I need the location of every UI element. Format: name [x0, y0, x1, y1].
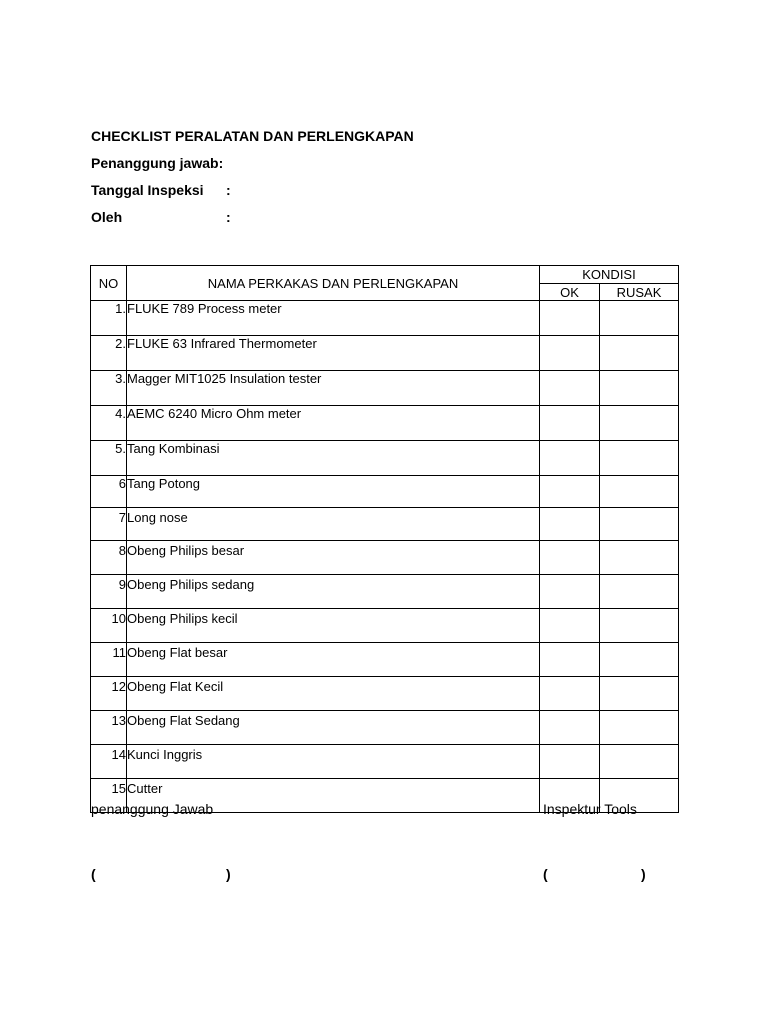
field-oleh	[91, 209, 231, 225]
ok-check-cell[interactable]	[540, 541, 600, 575]
row-number: 6	[91, 476, 127, 508]
row-number: 13	[91, 711, 127, 745]
row-item-name: Cutter	[127, 779, 540, 813]
column-header-condition: KONDISI	[540, 266, 679, 284]
table-row	[91, 441, 679, 476]
row-number: 7	[91, 508, 127, 541]
signature-label-inspektur-tools: Inspektur Tools	[543, 801, 637, 817]
field-colon: :	[226, 209, 231, 225]
row-number: 15	[91, 779, 127, 813]
ok-check-cell[interactable]	[540, 301, 600, 336]
field-penanggung-jawab	[91, 155, 223, 171]
ok-check-cell[interactable]	[540, 609, 600, 643]
rusak-check-cell[interactable]	[600, 441, 679, 476]
table-row	[91, 643, 679, 677]
field-label: Tanggal Inspeksi	[91, 182, 204, 198]
table-row	[91, 406, 679, 441]
column-header-rusak: RUSAK	[600, 284, 679, 301]
rusak-check-cell[interactable]	[600, 301, 679, 336]
field-label: Penanggung jawab:	[91, 155, 224, 171]
ok-check-cell[interactable]	[540, 711, 600, 745]
table-row	[91, 508, 679, 541]
row-item-name: Tang Potong	[127, 476, 540, 508]
row-item-name: Long nose	[127, 508, 540, 541]
equipment-checklist-table	[90, 265, 679, 813]
ok-check-cell[interactable]	[540, 371, 600, 406]
row-item-name: Obeng Flat Sedang	[127, 711, 540, 745]
row-item-name: FLUKE 63 Infrared Thermometer	[127, 336, 540, 371]
row-item-name: Kunci Inggris	[127, 745, 540, 779]
table-row	[91, 371, 679, 406]
table-row	[91, 476, 679, 508]
column-header-ok: OK	[540, 284, 600, 301]
rusak-check-cell[interactable]	[600, 643, 679, 677]
rusak-check-cell[interactable]	[600, 711, 679, 745]
table-row	[91, 745, 679, 779]
rusak-check-cell[interactable]	[600, 336, 679, 371]
row-item-name: Obeng Flat besar	[127, 643, 540, 677]
table-row	[91, 336, 679, 371]
column-header-no: NO	[91, 266, 127, 301]
row-number: 5.	[91, 441, 127, 476]
table-row	[91, 609, 679, 643]
table-header-row	[91, 266, 679, 284]
table-row	[91, 541, 679, 575]
row-number: 14	[91, 745, 127, 779]
rusak-check-cell[interactable]	[600, 406, 679, 441]
row-item-name: Obeng Philips besar	[127, 541, 540, 575]
row-number: 11	[91, 643, 127, 677]
signature-open-paren-right: (	[543, 866, 548, 882]
table-row	[91, 677, 679, 711]
ok-check-cell[interactable]	[540, 476, 600, 508]
row-item-name: Magger MIT1025 Insulation tester	[127, 371, 540, 406]
document-title: CHECKLIST PERALATAN DAN PERLENGKAPAN	[91, 128, 414, 144]
ok-check-cell[interactable]	[540, 406, 600, 441]
table-row	[91, 575, 679, 609]
row-number: 10	[91, 609, 127, 643]
row-item-name: FLUKE 789 Process meter	[127, 301, 540, 336]
row-number: 8	[91, 541, 127, 575]
rusak-check-cell[interactable]	[600, 575, 679, 609]
ok-check-cell[interactable]	[540, 508, 600, 541]
table-row	[91, 711, 679, 745]
field-tanggal-inspeksi	[91, 182, 231, 198]
row-number: 2.	[91, 336, 127, 371]
ok-check-cell[interactable]	[540, 745, 600, 779]
rusak-check-cell[interactable]	[600, 677, 679, 711]
field-label: Oleh	[91, 209, 123, 225]
row-item-name: Obeng Philips kecil	[127, 609, 540, 643]
ok-check-cell[interactable]	[540, 677, 600, 711]
row-item-name: AEMC 6240 Micro Ohm meter	[127, 406, 540, 441]
ok-check-cell[interactable]	[540, 441, 600, 476]
ok-check-cell[interactable]	[540, 643, 600, 677]
row-item-name: Obeng Philips sedang	[127, 575, 540, 609]
signature-close-paren-left: )	[226, 866, 231, 882]
rusak-check-cell[interactable]	[600, 745, 679, 779]
rusak-check-cell[interactable]	[600, 609, 679, 643]
row-number: 12	[91, 677, 127, 711]
signature-open-paren-left: (	[91, 866, 96, 882]
rusak-check-cell[interactable]	[600, 541, 679, 575]
rusak-check-cell[interactable]	[600, 476, 679, 508]
row-number: 4.	[91, 406, 127, 441]
field-colon: :	[226, 182, 231, 198]
ok-check-cell[interactable]	[540, 336, 600, 371]
ok-check-cell[interactable]	[540, 575, 600, 609]
signature-close-paren-right: )	[641, 866, 646, 882]
rusak-check-cell[interactable]	[600, 371, 679, 406]
row-number: 1.	[91, 301, 127, 336]
rusak-check-cell[interactable]	[600, 508, 679, 541]
row-number: 3.	[91, 371, 127, 406]
signature-label-penanggung-jawab: penanggung Jawab	[91, 801, 214, 817]
row-item-name: Obeng Flat Kecil	[127, 677, 540, 711]
table-row	[91, 301, 679, 336]
column-header-name: NAMA PERKAKAS DAN PERLENGKAPAN	[127, 266, 540, 301]
row-number: 9	[91, 575, 127, 609]
row-item-name: Tang Kombinasi	[127, 441, 540, 476]
